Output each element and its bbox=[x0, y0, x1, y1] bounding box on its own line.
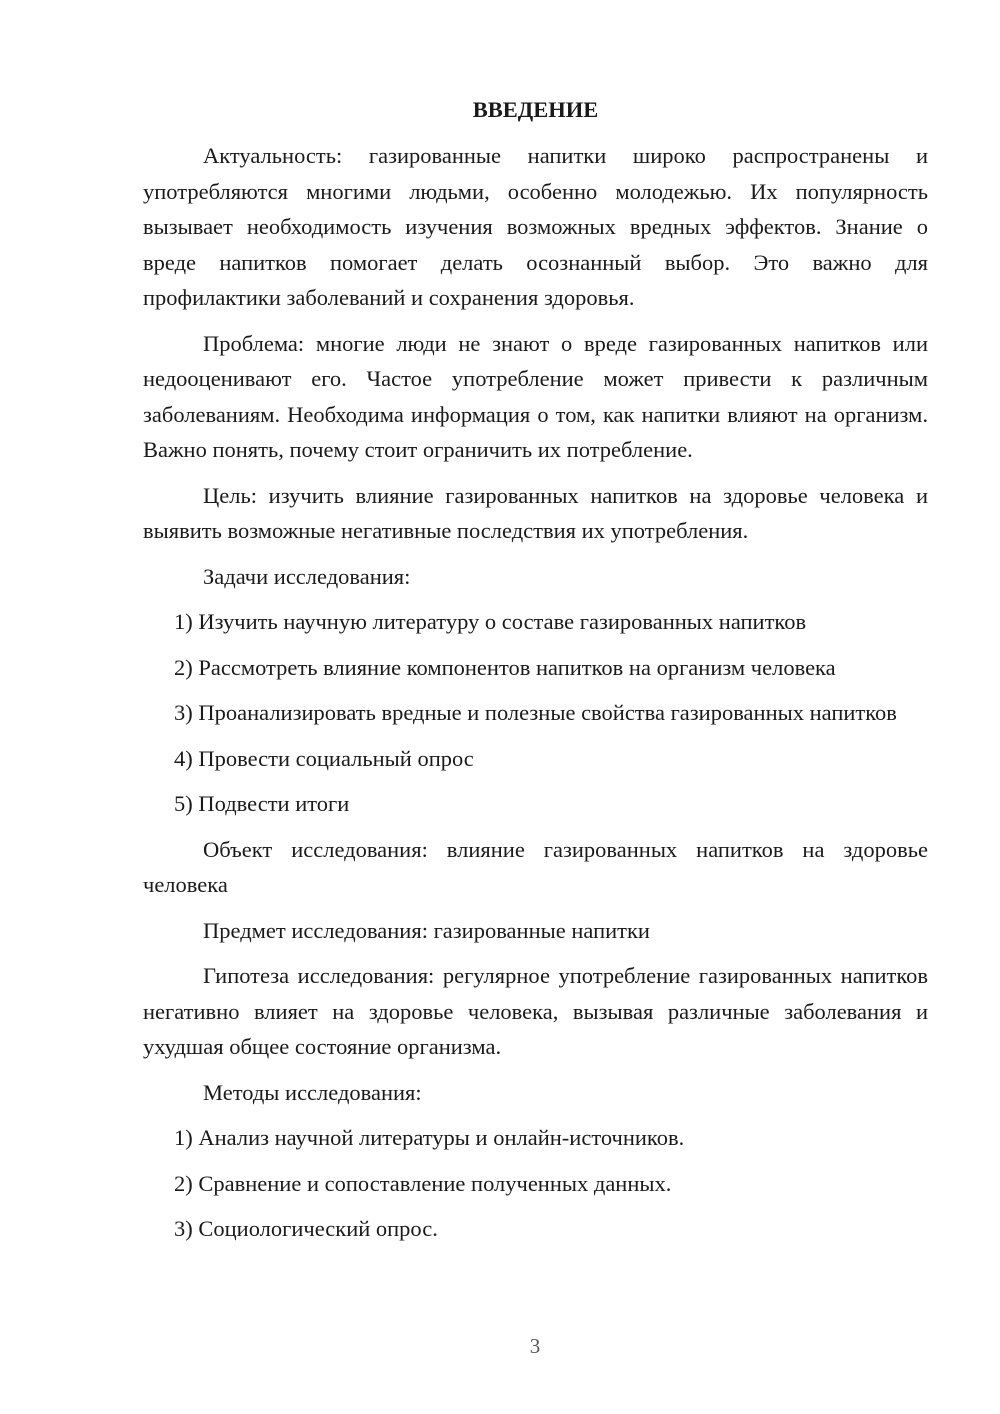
paragraph-subject: Предмет исследования: газированные напитки bbox=[203, 917, 650, 943]
list-item-method-1: 1) Анализ научной литературы и онлайн-источников. bbox=[174, 1125, 685, 1150]
list-item-task-1: 1) Изучить научную литературу о составе газированных напитков bbox=[174, 609, 807, 634]
list-item-method-2: 2) Сравнение и сопоставление полученных данных. bbox=[174, 1170, 672, 1196]
paragraph-relevance: Актуальность: газированные напитки широко распространены и употребляются многими людьми, особенно молодежью. Их популярность вызывает необходимость изучения возможных вредных эффектов. Знание о вреде напитков помогает делать осознанный выбор. Это важно для профилактики заболеваний и сохранения здоровья. bbox=[143, 143, 928, 310]
list-item-task-3: 3) Проанализировать вредные и полезные свойства газированных напитков bbox=[174, 700, 897, 725]
page-number: 3 bbox=[529, 1334, 541, 1358]
paragraph-problem: Проблема: многие люди не знают о вреде газированных напитков или недооценивают его. Частое употребление может привести к различным заболеваниям. Необходима информация о том, как напитки влияют на организм. Важно понять, почему стоит ограничить их потребление. bbox=[143, 330, 928, 462]
list-item-task-2: 2) Рассмотреть влияние компонентов напитков на организм человека bbox=[174, 654, 836, 680]
paragraph-hypothesis: Гипотеза исследования: регулярное употребление газированных напитков негативно влияет на здоровье человека, вызывая различные заболевания и ухудшая общее состояние организма. bbox=[143, 963, 928, 1059]
paragraph-object: Объект исследования: влияние газированных напитков на здоровье человека bbox=[143, 836, 928, 897]
list-item-task-4: 4) Провести социальный опрос bbox=[174, 745, 474, 771]
list-item-method-3: 3) Социологический опрос. bbox=[174, 1216, 438, 1241]
paragraph-goal: Цель: изучить влияние газированных напитков на здоровье человека и выявить возможные негативные последствия их употребления. bbox=[143, 482, 928, 543]
tasks-heading: Задачи исследования: bbox=[203, 563, 411, 589]
methods-heading: Методы исследования: bbox=[203, 1079, 422, 1105]
list-item-task-5: 5) Подвести итоги bbox=[174, 791, 350, 816]
page-content bbox=[143, 92, 928, 1257]
section-title: ВВЕДЕНИЕ bbox=[472, 97, 599, 122]
